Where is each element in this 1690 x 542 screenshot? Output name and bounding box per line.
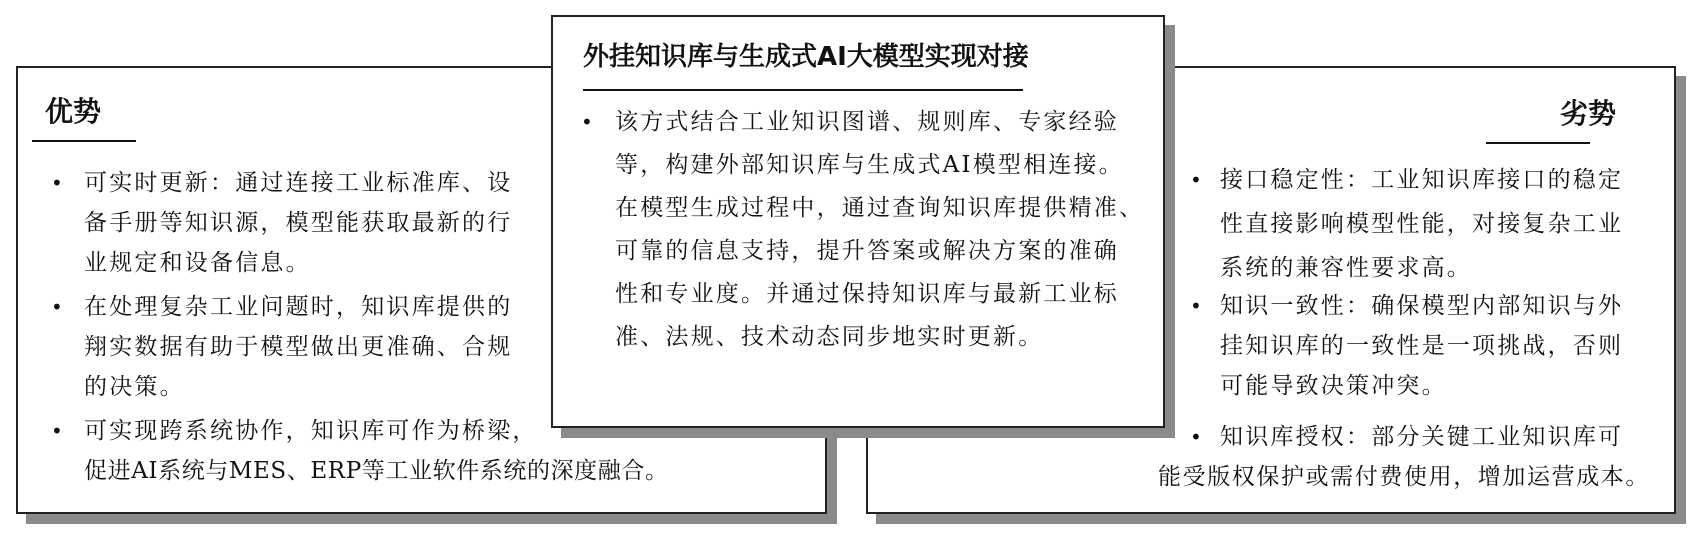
method-line-2: 等，构建外部知识库与生成式AI模型相连接。 bbox=[615, 152, 1124, 178]
advantage-1-line-2: 备手册等知识源，模型能获取最新的行 bbox=[84, 210, 513, 236]
bullet: • bbox=[51, 295, 63, 319]
method-line-3: 在模型生成过程中，通过查询知识库提供精准、 bbox=[615, 195, 1145, 221]
advantage-1-line-1: 可实时更新：通过连接工业标准库、设 bbox=[84, 170, 513, 196]
method-line-5: 性和专业度。并通过保持知识库与最新工业标 bbox=[615, 281, 1119, 307]
method-line-6: 准、法规、技术动态同步地实时更新。 bbox=[615, 324, 1044, 350]
advantage-1-line-3: 业规定和设备信息。 bbox=[84, 250, 311, 276]
bullet: • bbox=[51, 419, 63, 443]
advantage-2-line-2: 翔实数据有助于模型做出更准确、合规 bbox=[84, 334, 513, 360]
advantages-title: 优势 bbox=[45, 95, 102, 128]
disadvantage-1-line-2: 性直接影响模型性能，对接复杂工业 bbox=[1220, 211, 1624, 237]
advantage-2-line-3: 的决策。 bbox=[84, 374, 185, 400]
disadvantage-1-line-3: 系统的兼容性要求高。 bbox=[1220, 255, 1472, 281]
advantage-2-line-1: 在处理复杂工业问题时，知识库提供的 bbox=[84, 294, 513, 320]
advantages-title-underline bbox=[32, 140, 136, 142]
disadvantage-2-line-3: 可能导致决策冲突。 bbox=[1220, 373, 1447, 399]
advantage-3-line-1: 可实现跨系统协作，知识库可作为桥梁， bbox=[84, 418, 538, 444]
bullet: • bbox=[1190, 294, 1202, 318]
disadvantages-title: 劣势 bbox=[1559, 97, 1616, 130]
method-title-underline bbox=[583, 89, 1023, 91]
bullet: • bbox=[1190, 168, 1202, 192]
disadvantage-2-line-2: 挂知识库的一致性是一项挑战，否则 bbox=[1220, 333, 1624, 359]
method-box bbox=[551, 15, 1165, 428]
bullet: • bbox=[51, 171, 63, 195]
advantage-3-line-2: 促进AI系统与MES、ERP等工业软件系统的深度融合。 bbox=[84, 458, 669, 484]
disadvantage-1-line-1: 接口稳定性：工业知识库接口的稳定 bbox=[1220, 167, 1624, 193]
method-line-4: 可靠的信息支持，提升答案或解决方案的准确 bbox=[615, 238, 1119, 264]
disadvantages-title-underline bbox=[1486, 142, 1590, 144]
disadvantage-2-line-1: 知识一致性：确保模型内部知识与外 bbox=[1220, 293, 1624, 319]
method-title: 外挂知识库与生成式AI大模型实现对接 bbox=[583, 42, 1029, 72]
method-line-1: 该方式结合工业知识图谱、规则库、专家经验 bbox=[615, 109, 1119, 135]
disadvantage-3-line-2: 能受版权保护或需付费使用，增加运营成本。 bbox=[1158, 464, 1650, 490]
disadvantage-3-line-1: 知识库授权：部分关键工业知识库可 bbox=[1220, 424, 1624, 450]
bullet: • bbox=[581, 110, 593, 134]
bullet: • bbox=[1190, 425, 1202, 449]
